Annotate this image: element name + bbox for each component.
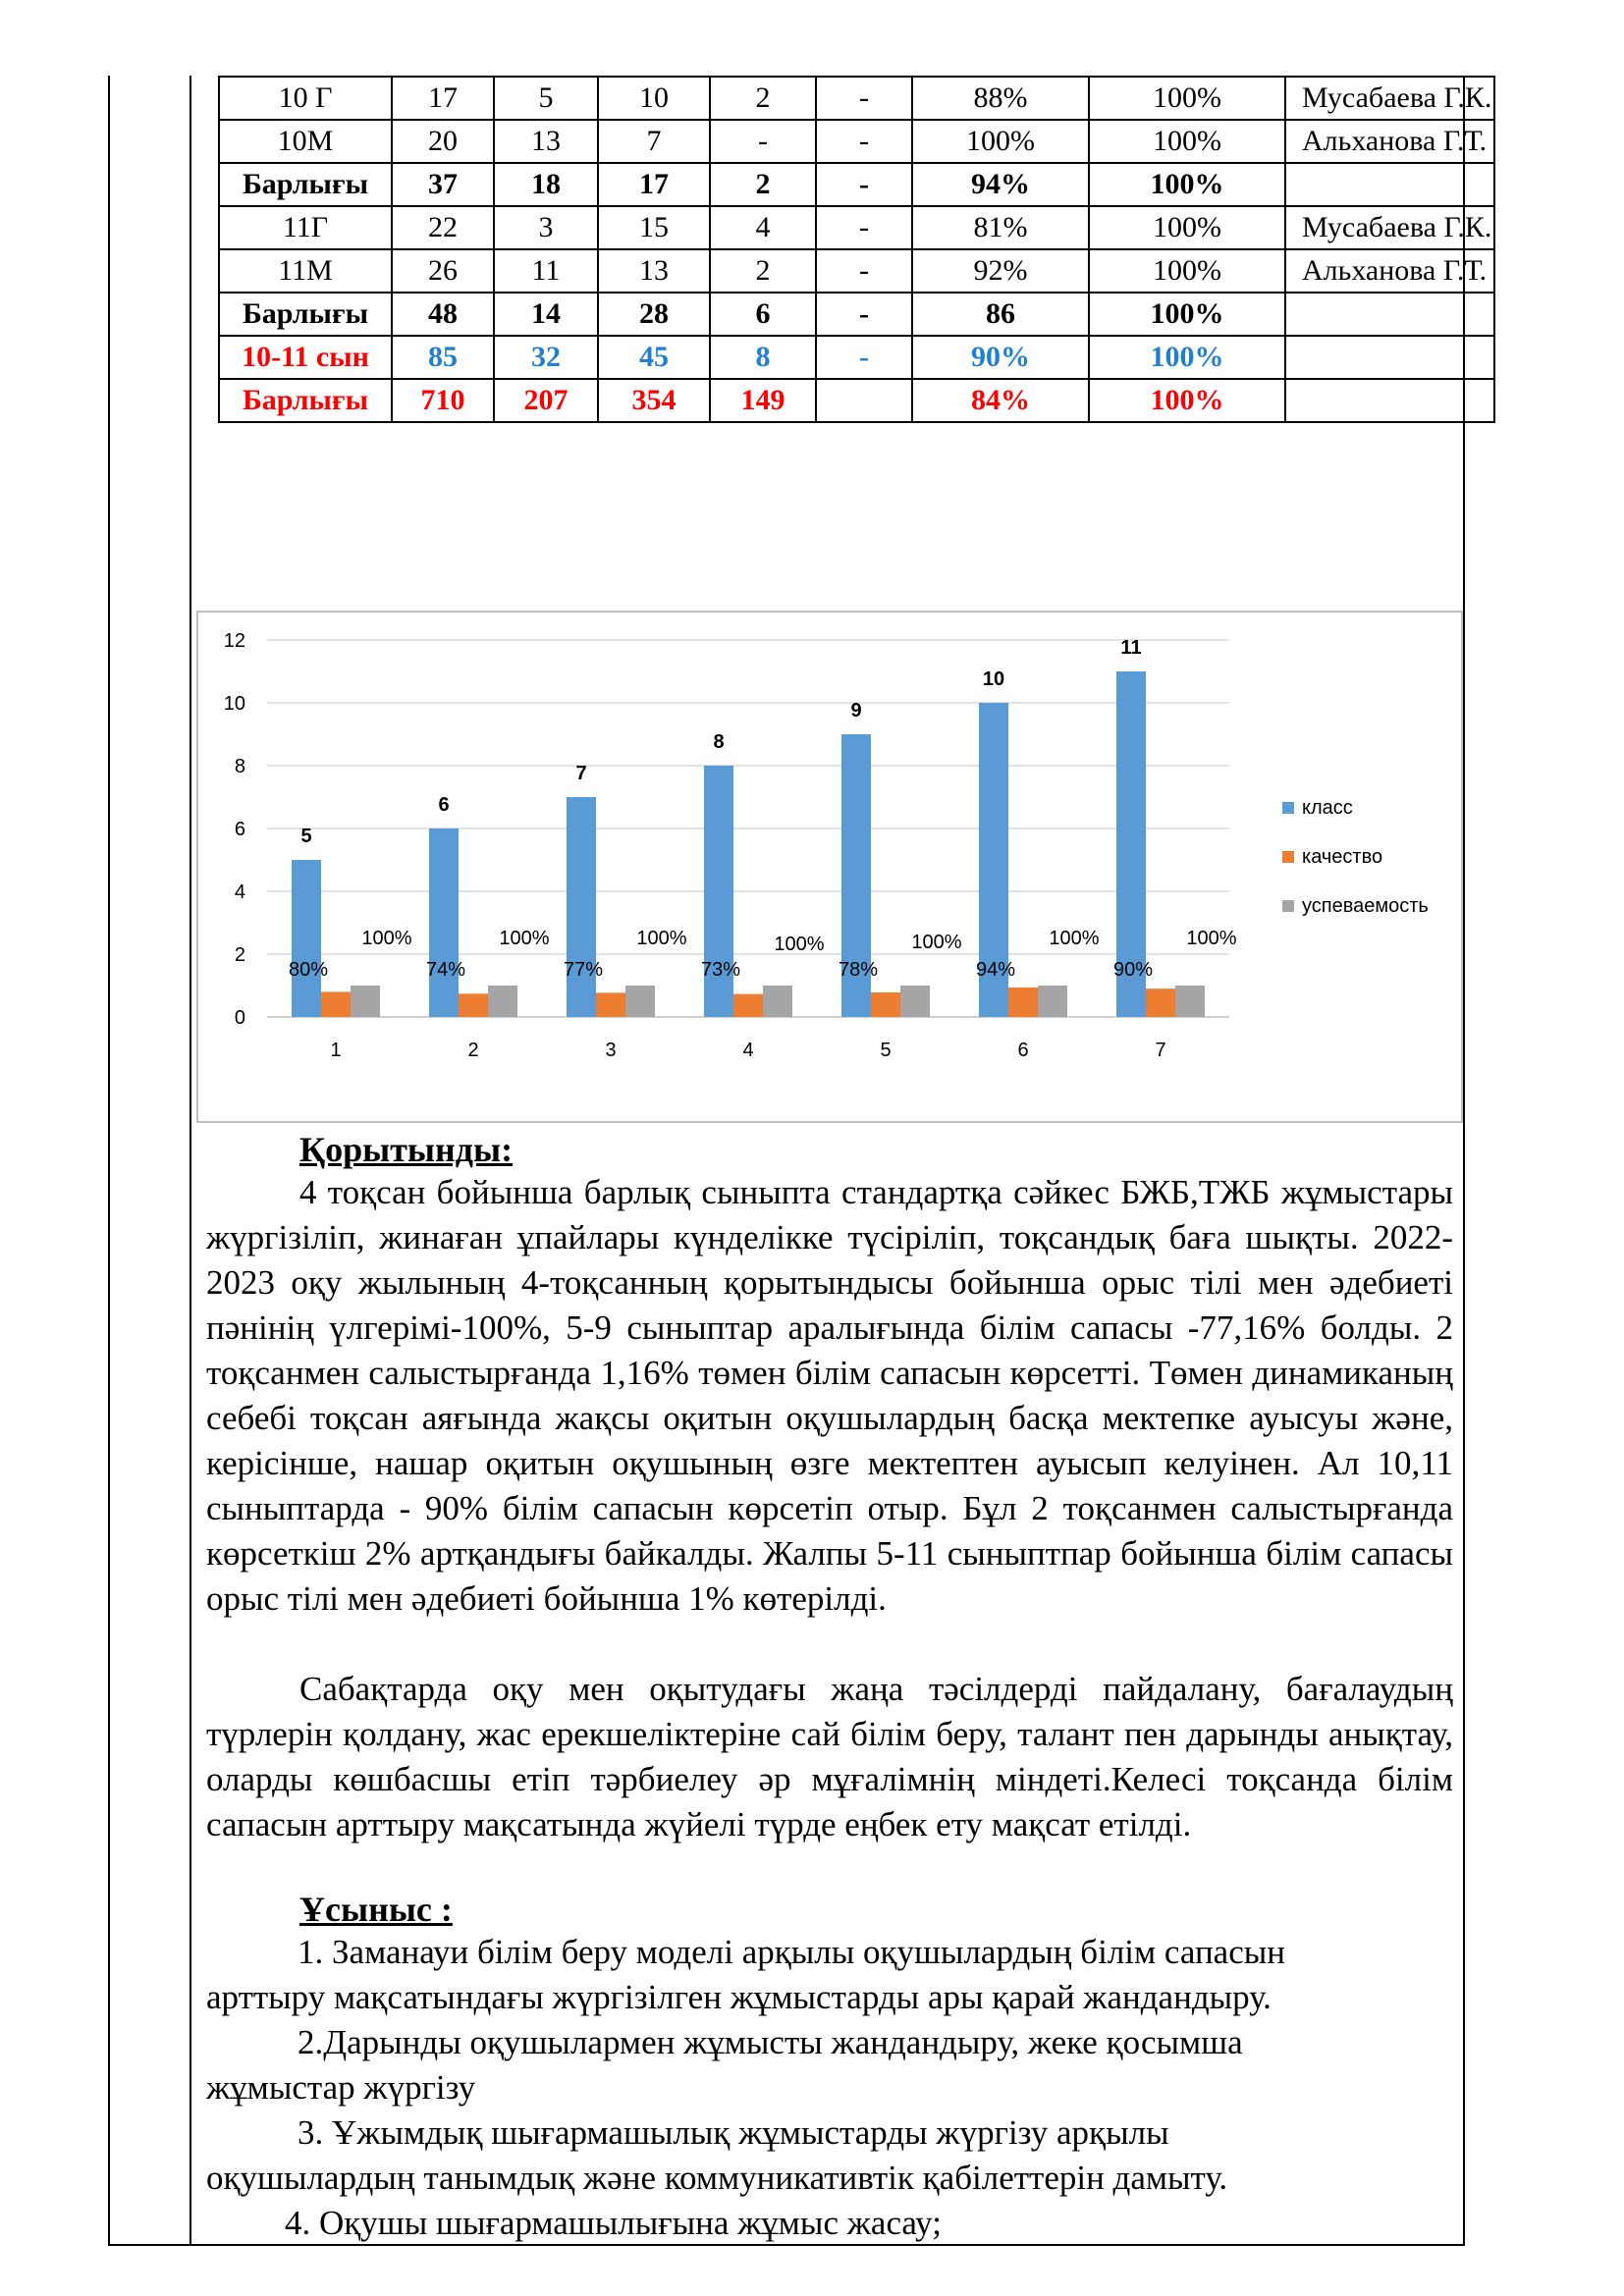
value-cell: 28 [598,293,710,336]
teacher-cell: Мусабаева Г.К. [1285,77,1494,120]
value-cell: 100% [1089,120,1285,163]
value-cell: 4 [710,206,816,249]
teacher-cell: Альханова Г.Т. [1285,120,1494,163]
bar-успеваемость [763,986,792,1017]
data-label-progress: 100% [774,934,825,955]
table-row [219,379,1494,422]
data-label-class: 6 [438,794,450,816]
x-tick-label: 7 [1155,1040,1166,1061]
value-cell: 92% [912,249,1089,293]
table-row [219,336,1494,379]
y-tick-label: 0 [234,1007,245,1029]
data-label-quality: 77% [563,959,604,981]
y-tick-label: 4 [234,881,245,903]
value-cell: 13 [494,120,598,163]
bar-качество [596,992,625,1017]
bar-класс [429,828,459,1017]
data-label-quality: 80% [288,959,329,981]
data-label-quality: 94% [975,959,1016,981]
value-cell: 88% [912,77,1089,120]
value-cell: 100% [1089,163,1285,206]
x-tick-label: 2 [467,1040,479,1061]
value-cell [816,379,912,422]
data-label-class: 11 [1120,637,1142,659]
proposal-item-2-line-2: жұмыстар жүргізу [206,2068,476,2107]
data-label-progress: 100% [911,932,962,953]
value-cell: 85 [392,336,494,379]
y-tick-label: 2 [234,944,245,966]
conclusion-heading: Қорытынды: [299,1130,514,1169]
value-cell: 710 [392,379,494,422]
teacher-cell: Альханова Г.Т. [1285,249,1494,293]
data-label-progress: 100% [1186,928,1237,949]
value-cell: 8 [710,336,816,379]
value-cell: 17 [598,163,710,206]
value-cell: - [816,293,912,336]
value-cell: 84% [912,379,1089,422]
data-label-class: 7 [575,763,587,784]
y-tick-label: 10 [223,693,245,715]
data-label-quality: 78% [838,959,879,981]
bar-успеваемость [1175,986,1205,1017]
table-row [219,120,1494,163]
data-label-quality: 90% [1112,959,1154,981]
x-tick-label: 4 [742,1040,754,1061]
frame-left-line [108,76,110,2245]
value-cell: 14 [494,293,598,336]
value-cell: 11 [494,249,598,293]
data-label-quality: 74% [425,959,466,981]
table-row [219,293,1494,336]
bar-качество [733,994,763,1017]
value-cell: 10 [598,77,710,120]
value-cell: 94% [912,163,1089,206]
bar-успеваемость [900,986,930,1017]
value-cell: 100% [1089,293,1285,336]
value-cell: 45 [598,336,710,379]
value-cell: 100% [1089,336,1285,379]
value-cell: 100% [1089,379,1285,422]
bar-класс [292,860,321,1017]
data-label-quality: 73% [700,959,741,981]
legend-swatch [1282,851,1294,863]
x-tick-label: 1 [330,1040,342,1061]
data-label-progress: 100% [361,928,412,949]
value-cell: 100% [1089,249,1285,293]
value-cell: 26 [392,249,494,293]
proposal-item-1-line-2: арттыру мақсатындағы жүргізілген жұмыстарды ары қарай жандандыру. [206,1978,1272,2016]
proposal-item-4-line-1: 4. Оқушы шығармашылығына жұмыс жасау; [285,2204,942,2242]
bar-качество [1146,988,1175,1017]
bar-качество [459,993,488,1017]
value-cell: 100% [1089,206,1285,249]
table-row [219,249,1494,293]
class-label-cell: Барлығы [219,163,392,206]
y-tick-label: 12 [223,630,245,652]
bar-класс [567,797,596,1017]
grades-table [218,76,1495,423]
value-cell: 32 [494,336,598,379]
value-cell: 6 [710,293,816,336]
proposal-heading: Ұсыныс : [299,1890,453,1929]
teacher-cell [1285,163,1494,206]
legend-label: успеваемость [1302,895,1429,917]
value-cell: 13 [598,249,710,293]
proposal-item-3-line-2: оқушылардың танымдық және коммуникативтік қабілеттерін дамыту. [206,2159,1228,2197]
data-label-class: 9 [850,700,862,721]
value-cell: 2 [710,163,816,206]
class-label-cell: 11Г [219,206,392,249]
bar-качество [321,991,351,1017]
class-label-cell: 10-11 сын [219,336,392,379]
teacher-cell [1285,336,1494,379]
bar-качество [871,992,900,1017]
bar-успеваемость [1038,986,1067,1017]
bar-успеваемость [488,986,517,1017]
legend-swatch [1282,802,1294,814]
y-tick-label: 6 [234,819,245,840]
legend-swatch [1282,900,1294,912]
table-row [219,77,1494,120]
x-tick-label: 5 [880,1040,892,1061]
conclusion-paragraph-2: Сабақтарда оқу мен оқытудағы жаңа тәсілдерді пайдалану, бағалаудың түрлерін қолдану, жас ерекшеліктеріне сай білім беру, талант пен дарынды анықтау, оларды көшбасшы етіп тәрбиелеу әр мұғалімнің міндеті.Келесі тоқсанда білім сапасын арттыру мақсатында жүйелі түрде еңбек ету мақсат етілді. [206,1670,1453,1843]
proposal-item-2-line-1: 2.Дарынды оқушылармен жұмысты жандандыру, жеке қосымша [298,2023,1243,2061]
value-cell: 17 [392,77,494,120]
value-cell: 20 [392,120,494,163]
data-label-class: 8 [713,731,725,753]
value-cell: 3 [494,206,598,249]
value-cell: 2 [710,77,816,120]
value-cell: 48 [392,293,494,336]
teacher-cell [1285,379,1494,422]
value-cell: - [816,206,912,249]
legend-label: качество [1302,846,1383,868]
frame-inner-line [189,76,191,2245]
bar-chart [198,613,1461,1121]
value-cell: - [816,249,912,293]
x-tick-label: 3 [605,1040,617,1061]
table-row [219,163,1494,206]
value-cell: 100% [1089,77,1285,120]
value-cell: 100% [912,120,1089,163]
teacher-cell: Мусабаева Г.К. [1285,206,1494,249]
value-cell: 86 [912,293,1089,336]
bar-успеваемость [625,986,655,1017]
value-cell: - [816,77,912,120]
class-label-cell: 11М [219,249,392,293]
value-cell: - [816,120,912,163]
class-label-cell: Барлығы [219,293,392,336]
value-cell: 18 [494,163,598,206]
value-cell: 7 [598,120,710,163]
data-label-class: 10 [982,668,1005,690]
class-label-cell: Барлығы [219,379,392,422]
value-cell: 354 [598,379,710,422]
value-cell: 81% [912,206,1089,249]
proposal-item-3-line-1: 3. Ұжымдық шығармашылық жұмыстарды жүргізу арқылы [298,2113,1169,2152]
class-label-cell: 10М [219,120,392,163]
value-cell: 90% [912,336,1089,379]
value-cell: 207 [494,379,598,422]
value-cell: 5 [494,77,598,120]
legend-label: класс [1302,797,1353,819]
value-cell: - [816,163,912,206]
data-label-class: 5 [300,826,312,847]
bar-успеваемость [351,986,380,1017]
data-label-progress: 100% [499,928,550,949]
class-label-cell: 10 Г [219,77,392,120]
proposal-item-1-line-1: 1. Заманауи білім беру моделі арқылы оқушылардың білім сапасын [298,1933,1285,1971]
value-cell: 149 [710,379,816,422]
conclusion-paragraph-1: 4 тоқсан бойынша барлық сыныпта стандартқа сәйкес БЖБ,ТЖБ жұмыстары жүргізіліп, жинаған ұпайлары күнделікке түсіріліп, тоқсандық баға шықты. 2022-2023 оқу жылының 4-тоқсанның қорытындысы бойынша орыс тілі мен әдебиеті пәнінің үлгерімі-100%, 5-9 сыныптар аралығында білім сапасы -77,16% болды. 2 тоқсанмен салыстырғанда 1,16% төмен білім сапасын көрсетті. Төмен динамиканың себебі тоқсан аяғында жақсы оқитын оқушылардың басқа мектепке ауысуы және, керісінше, нашар оқитын оқушының өзге мектептен ауысып келуінен. Ал 10,11 сыныптарда - 90% білім сапасын көрсетіп отыр. Бұл 2 тоқсанмен салыстырғанда көрсеткіш 2% артқандығы байкалды. Жалпы 5-11 сыныптпар бойынша білім сапасы орыс тілі мен әдебиеті бойынша 1% көтерілді. [206,1173,1453,1618]
teacher-cell [1285,293,1494,336]
data-label-progress: 100% [636,928,687,949]
bar-качество [1008,988,1038,1017]
value-cell: 37 [392,163,494,206]
value-cell: - [710,120,816,163]
value-cell: 2 [710,249,816,293]
chart-container [196,611,1463,1123]
value-cell: 15 [598,206,710,249]
data-label-progress: 100% [1049,928,1100,949]
x-tick-label: 6 [1017,1040,1029,1061]
table-row [219,206,1494,249]
y-tick-label: 8 [234,756,245,777]
value-cell: - [816,336,912,379]
value-cell: 22 [392,206,494,249]
